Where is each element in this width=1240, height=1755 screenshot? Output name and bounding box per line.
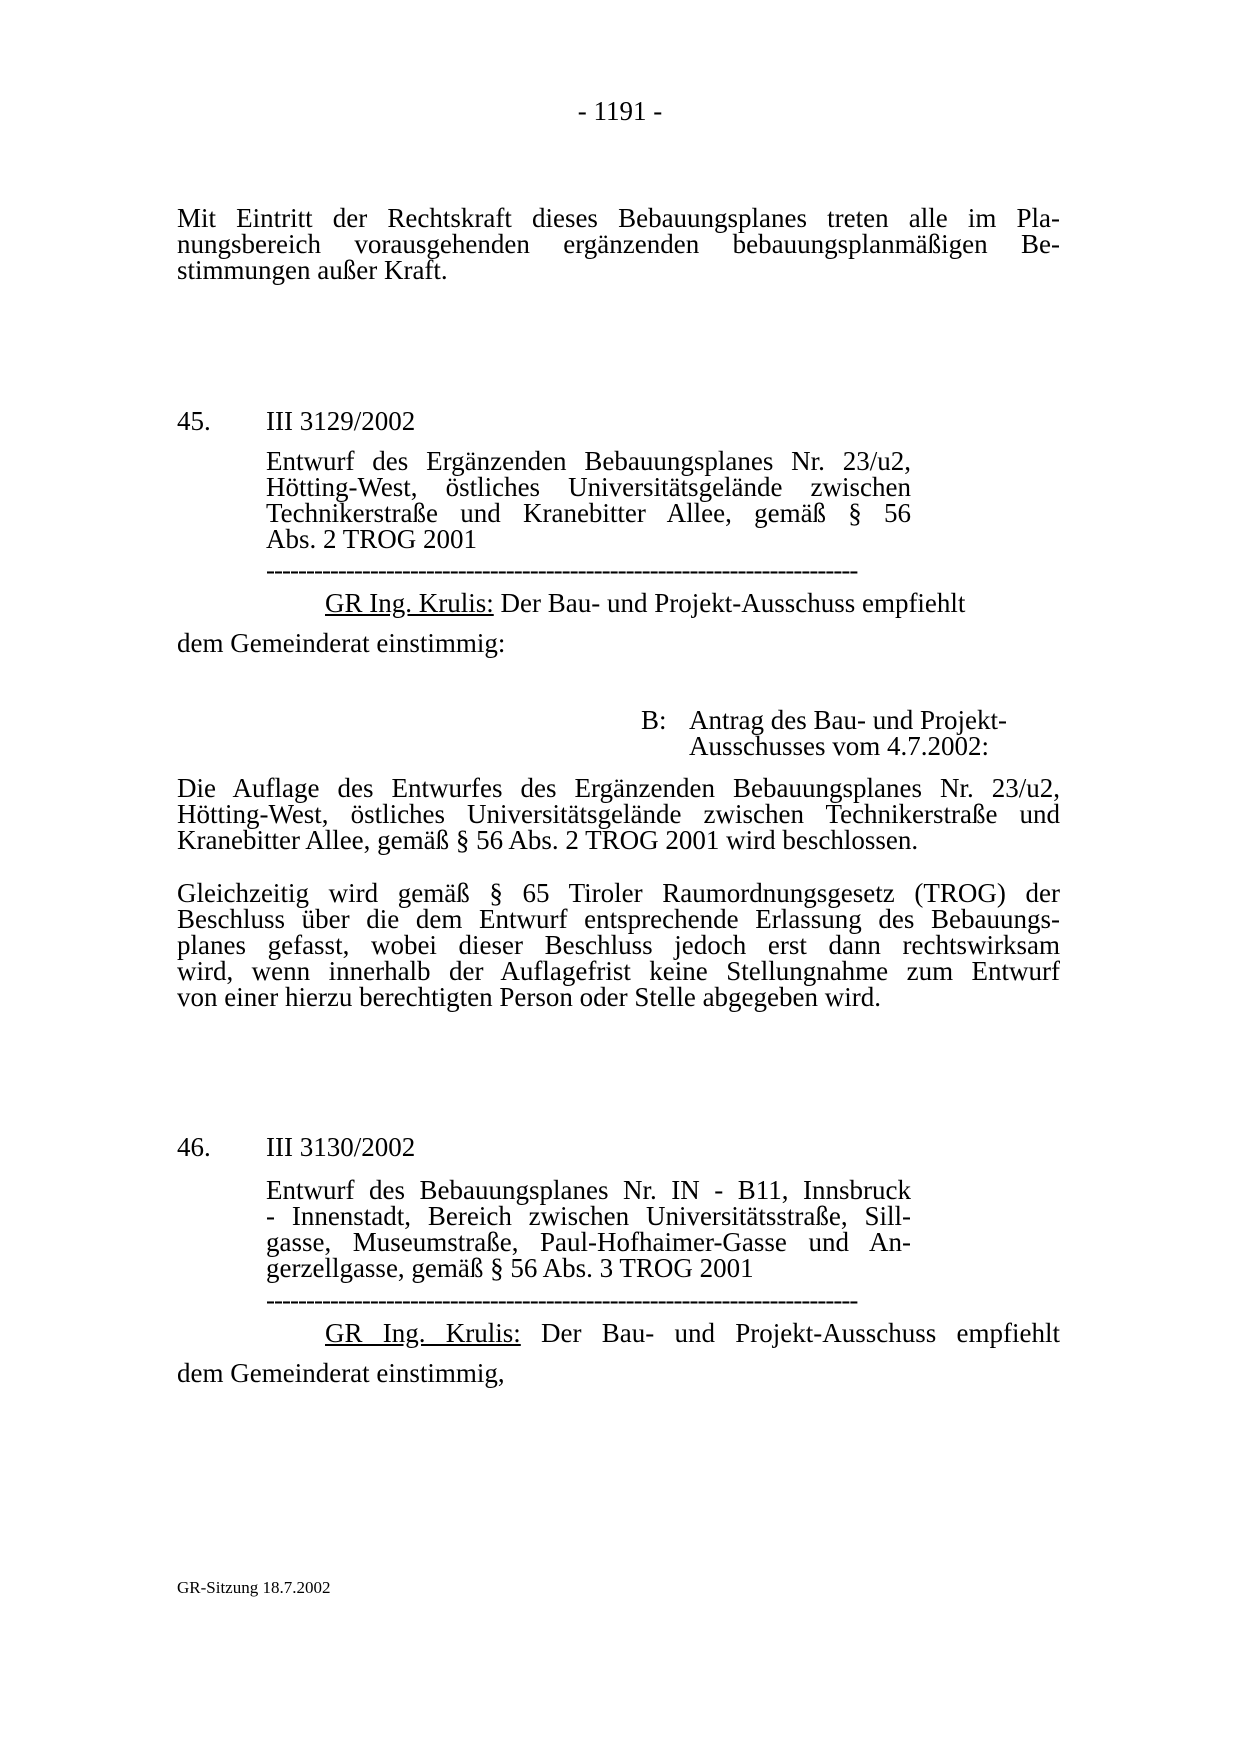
item-46-title-line: gerzellgasse, gemäß § 56 Abs. 3 TROG 2001 <box>266 1253 754 1283</box>
statement-text: Der Bau- und Projekt-Ausschuss empfiehlt <box>541 1318 1061 1348</box>
intro-paragraph <box>177 205 1060 283</box>
resolution-line: Hötting-West, östliches Universitätsgelände zwischen Technikerstraße und <box>177 799 1060 829</box>
item-46-statement <box>325 1320 1060 1346</box>
speaker-name: GR Ing. Krulis: <box>325 1318 521 1348</box>
footer: GR-Sitzung 18.7.2002 <box>177 1578 331 1597</box>
item-46-title-line: gasse, Museumstraße, Paul-Hofhaimer-Gasse und An- <box>266 1227 911 1257</box>
resolution-line: Kranebitter Allee, gemäß § 56 Abs. 2 TROG 2001 wird beschlossen. <box>177 825 919 855</box>
item-46-number: 46. <box>177 1132 211 1162</box>
intro-line: stimmungen außer Kraft. <box>177 255 448 285</box>
item-45-reference: III 3129/2002 <box>266 406 416 436</box>
item-45-motion-line: Antrag des Bau- und Projekt- <box>689 705 1007 735</box>
item-45-number: 45. <box>177 406 211 436</box>
item-45-title-line: Hötting-West, östliches Universitätsgelände zwischen <box>266 472 911 502</box>
intro-line: nungsbereich vorausgehenden ergänzenden bebauungsplanmäßigen Be- <box>177 229 1060 259</box>
item-46-title <box>266 1177 911 1281</box>
item-46-title-line: - Innenstadt, Bereich zwischen Universitätsstraße, Sill- <box>266 1201 911 1231</box>
item-46-reference: III 3130/2002 <box>266 1132 416 1162</box>
resolution-line: planes gefasst, wobei dieser Beschluss jedoch erst dann rechtswirksam <box>177 930 1060 960</box>
item-45-resolution-1 <box>177 775 1060 853</box>
item-45-title <box>266 448 911 552</box>
item-46-separator: -------------------------------------------------------------------------- <box>266 1290 858 1310</box>
item-45-statement-cont <box>177 630 1060 656</box>
item-46-title-line: Entwurf des Bebauungsplanes Nr. IN - B11, Innsbruck <box>266 1175 911 1205</box>
item-46-statement-line <box>325 1320 1060 1346</box>
item-45-title-line: Abs. 2 TROG 2001 <box>266 524 478 554</box>
item-45-title-line: Technikerstraße und Kranebitter Allee, gemäß § 56 <box>266 498 911 528</box>
item-45-resolution-2 <box>177 880 1060 1010</box>
resolution-line: Die Auflage des Entwurfes des Ergänzenden Bebauungsplanes Nr. 23/u2, <box>177 773 1060 803</box>
item-45-title-line: Entwurf des Ergänzenden Bebauungsplanes Nr. 23/u2, <box>266 446 911 476</box>
intro-line: Mit Eintritt der Rechtskraft dieses Bebauungsplanes treten alle im Pla- <box>177 203 1060 233</box>
item-45-statement-line: dem Gemeinderat einstimmig: <box>177 628 506 658</box>
item-45-statement-line <box>325 590 1015 616</box>
resolution-line: Gleichzeitig wird gemäß § 65 Tiroler Raumordnungsgesetz (TROG) der <box>177 878 1060 908</box>
item-45-motion-line: Ausschusses vom 4.7.2002: <box>689 731 990 761</box>
page-number: - 1191 - <box>577 96 663 126</box>
item-45-statement <box>325 590 1015 616</box>
item-46-statement-line: dem Gemeinderat einstimmig, <box>177 1358 505 1388</box>
statement-text: Der Bau- und Projekt-Ausschuss empfiehlt <box>500 588 966 618</box>
item-45-motion-label: B: <box>641 705 667 735</box>
item-45-separator: -------------------------------------------------------------------------- <box>266 560 858 580</box>
speaker-name: GR Ing. Krulis: <box>325 588 494 618</box>
item-45-motion <box>689 707 1029 759</box>
item-46-statement-cont <box>177 1360 1060 1386</box>
resolution-line: von einer hierzu berechtigten Person oder Stelle abgegeben wird. <box>177 982 881 1012</box>
resolution-line: Beschluss über die dem Entwurf entsprechende Erlassung des Bebauungs- <box>177 904 1060 934</box>
resolution-line: wird, wenn innerhalb der Auflagefrist keine Stellungnahme zum Entwurf <box>177 956 1060 986</box>
